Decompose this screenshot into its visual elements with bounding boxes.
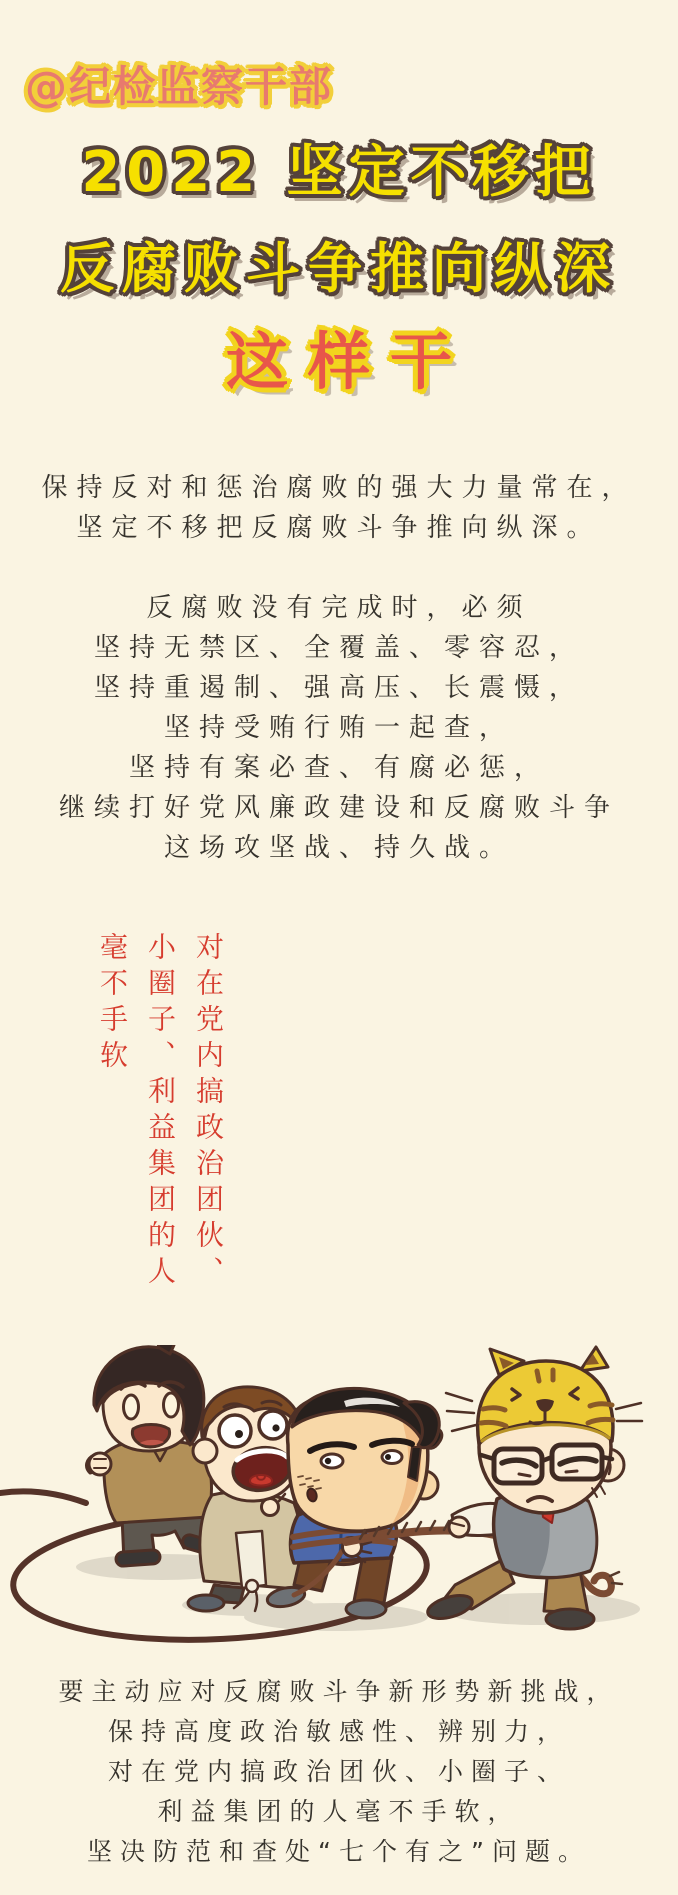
principles-line: 坚持重遏制、强高压、长震慑， (93, 673, 584, 703)
principles-line: 这场攻坚战、持久战。 (163, 833, 514, 863)
vertical-quote-column: 毫不手软 (96, 932, 129, 1076)
principles-line: 坚持有案必查、有腐必惩， (128, 753, 549, 783)
vertical-red-quote (60, 932, 232, 1312)
account-handle: @纪检监察干部 (25, 62, 334, 111)
poster-title-line-1: 2022 坚定不移把 (81, 140, 597, 205)
closing-paragraph (0, 1672, 678, 1872)
poster-title-line-2: 反腐败斗争推向纵深 (60, 237, 618, 300)
closing-line: 要主动应对反腐败斗争新形势新挑战， (58, 1677, 620, 1706)
principles-line: 继续打好党风廉政建设和反腐败斗争 (58, 793, 619, 823)
principles-line: 坚持受贿行贿一起查， (163, 713, 514, 743)
principles-paragraph (0, 588, 678, 868)
closing-line: 利益集团的人毫不手软， (157, 1797, 521, 1826)
closing-line: 保持高度政治敏感性、辨别力， (107, 1717, 570, 1746)
poster-title-line-3: 这样干 (225, 325, 472, 398)
vertical-quote-column: 小圈子、利益集团的人 (144, 932, 177, 1292)
vertical-quote-column: 对在党内搞政治团伙、 (192, 932, 225, 1292)
tug-of-war-illustration (0, 1345, 678, 1690)
principles-line: 坚持无禁区、全覆盖、零容忍， (93, 633, 584, 663)
intro-line: 坚定不移把反腐败斗争推向纵深。 (76, 513, 602, 543)
intro-paragraph (0, 468, 678, 548)
closing-line: 坚决防范和查处“七个有之”问题。 (87, 1837, 591, 1866)
closing-line: 对在党内搞政治团伙、小圈子、 (107, 1757, 570, 1786)
intro-line: 保持反对和惩治腐败的强大力量常在， (41, 473, 637, 503)
principles-line: 反腐败没有完成时，必须 (146, 593, 532, 623)
